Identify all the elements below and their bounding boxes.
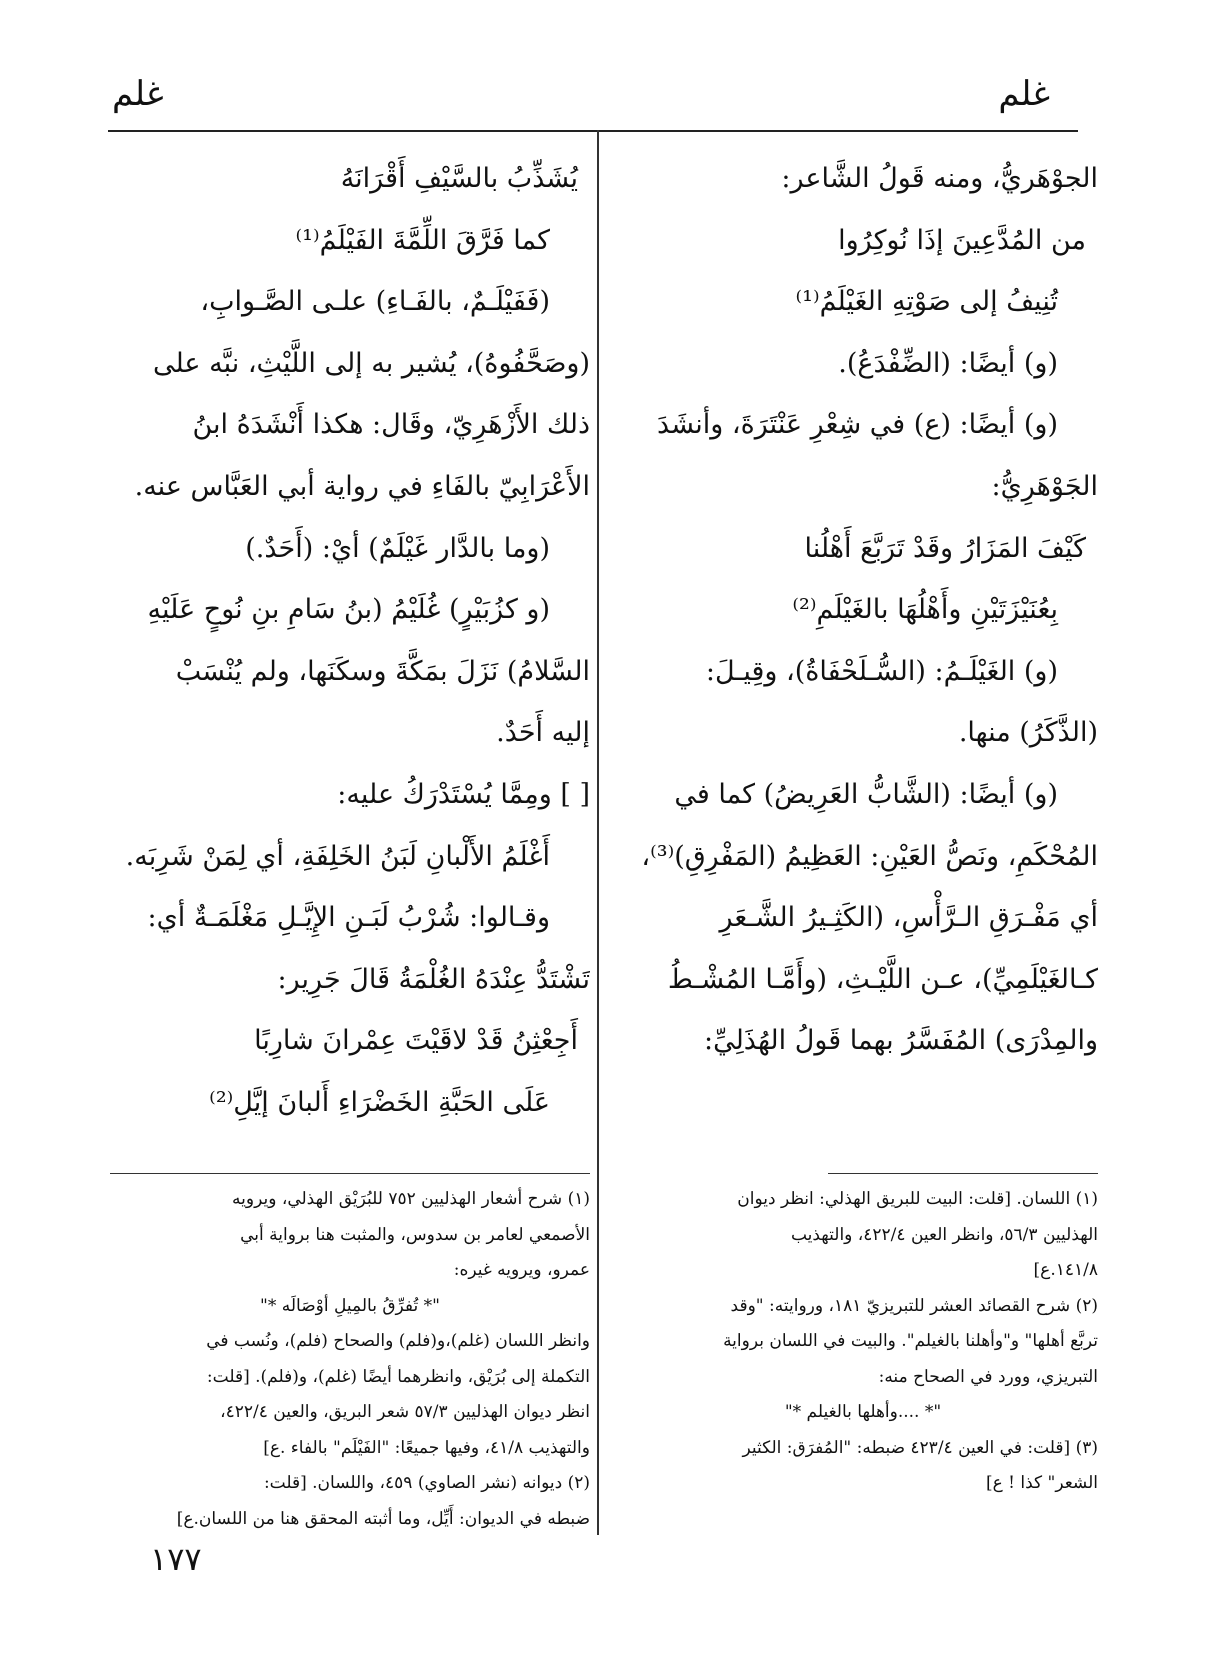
- text-line: من المُدَّعِينَ إذَا نُوكِرُوا: [838, 224, 1086, 256]
- left-column: [110, 148, 590, 1134]
- text-line: (وصَحَّفُوهُ)، يُشير به إلى اللَّيْثِ، نبَّه على: [152, 347, 590, 379]
- text-line: كَيْفَ المَزَارُ وقَدْ تَرَبَّعَ أَهْلُنا: [804, 532, 1086, 564]
- header-rule: [108, 130, 1078, 132]
- text-line: (الذَّكَرُ) منها.: [958, 717, 1098, 749]
- text-line: ذلك الأَزْهَرِيّ، وقَال: هكذا أَنْشَدَهُ ابنُ: [192, 409, 590, 441]
- footnotes-left: [110, 1182, 590, 1537]
- text-line: (و) أيضًا: (الضِّفْدَعُ).: [838, 347, 1058, 379]
- footnote-line: (١) شرح أشعار الهذليين ٧٥٢ للبُرَيْق الهذلي، ويرويه: [232, 1189, 590, 1209]
- footnote-line: "* ....وأهلها بالغيلم *": [784, 1402, 942, 1422]
- footnote-line: ضبطه في الديوان: أَيِّل، وما أثبته المحقق هنا من اللسان.ع]: [176, 1508, 590, 1529]
- footnote-rule-right: [828, 1173, 1098, 1174]
- footnote-line: التبريزي، وورد في الصحاح منه:: [878, 1366, 1098, 1387]
- text-line: عَلَى الحَبَّةِ الخَضْرَاءِ أَلبانَ إيَّلِ⁽²⁾: [209, 1086, 550, 1118]
- footnotes-right: [628, 1182, 1098, 1502]
- footnote-line: الأصمعي لعامر بن سدوس، والمثبت هنا برواية أبي: [240, 1224, 590, 1245]
- text-line: [ ] ومِمَّا يُسْتَدْرَكُ عليه:: [337, 778, 590, 810]
- footnote-line: "* تُفرِّقُ بالمِيلِ أوْصَالَه *": [260, 1295, 440, 1316]
- right-column: [628, 148, 1098, 1072]
- text-line: السَّلامُ) نَزَلَ بمَكَّةَ وسكَنَها، ولم يُنْسَبْ: [175, 655, 590, 687]
- column-divider: [597, 130, 599, 1535]
- footnote-line: الشعر" كذا ! ع]: [985, 1473, 1098, 1493]
- text-line: المُحْكَمِ، ونَصُّ العَيْنِ: العَظِيمُ (المَفْرِقِ)⁽³⁾،: [641, 840, 1098, 872]
- running-header-left: غلم: [112, 74, 164, 114]
- footnote-line: عمرو، ويرويه غيره:: [453, 1260, 590, 1280]
- text-line: كما فَرَّقَ اللِّمَّةَ الفَيْلَمُ⁽¹⁾: [295, 224, 550, 256]
- footnote-rule-left: [110, 1173, 590, 1174]
- text-line: والمِدْرَى) المُفَسَّرُ بهما قَولُ الهُذَلِيِّ:: [703, 1025, 1098, 1057]
- footnote-line: وانظر اللسان (غلم)،و(فلم) والصحاح (فلم)، ونُسب في: [206, 1331, 590, 1351]
- footnote-line: تربَّع أهلها" و"وأهلنا بالغيلم". والبيت في اللسان برواية: [723, 1331, 1098, 1351]
- footnote-line: (٢) ديوانه (نشر الصاوي) ٤٥٩، واللسان. [قلت:: [263, 1473, 590, 1493]
- text-line: أي مَفْـرَقِ الـرَّأْسِ، (الكَثِـيرُ الشَّـعَرِ: [719, 902, 1098, 934]
- running-header-right: غلم: [998, 74, 1050, 114]
- footnote-line: والتهذيب ٤١/٨، وفيها جميعًا: "الفَيْلَم" بالفاء .ع]: [263, 1437, 590, 1458]
- text-line: بِعُنَيْزَتَيْنِ وأَهْلُهَا بالغَيْلَمِ⁽²⁾: [792, 594, 1058, 626]
- footnote-line: ١٤١/٨.ع]: [1033, 1260, 1098, 1280]
- text-line: وقـالوا: شُرْبُ لَبَـنِ الإِيَّـلِ مَغْلَمَـةٌ أي:: [147, 902, 550, 934]
- text-line: (و كزُبَيْرٍ) غُلَيْمُ (بنُ سَامِ بنِ نُوحٍ عَلَيْهِ: [147, 594, 550, 626]
- text-line: الجَوْهَرِيُّ:: [991, 470, 1098, 502]
- footnote-line: (٢) شرح القصائد العشر للتبريزيّ ١٨١، وروايته: "وقد: [730, 1295, 1098, 1316]
- text-line: تَشْتَدُّ عِنْدَهُ الغُلْمَةُ قَالَ جَرِير:: [277, 963, 590, 995]
- text-line: الجوْهَريُّ، ومنه قَولُ الشَّاعر:: [781, 163, 1098, 194]
- text-line: (و) أيضًا: (ع) في شِعْرِ عَنْتَرَةَ، وأنشَدَ: [657, 409, 1058, 441]
- footnote-line: الهذليين ٥٦/٣، وانظر العين ٤٢٢/٤، والتهذيب: [790, 1224, 1098, 1245]
- text-line: كـالغَيْلَمِيِّ)، عـن اللَّيْـثِ، (وأَمَّـا المُشْـطُ: [667, 963, 1098, 995]
- text-line: يُشَذِّبُ بالسَّيْفِ أَقْرَانَهُ: [340, 163, 578, 194]
- text-line: تُنِيفُ إلى صَوْتِهِ الغَيْلَمُ⁽¹⁾: [795, 286, 1058, 318]
- text-line: (و) الغَيْلَـمُ: (السُّـلَحْفَاةُ)، وقِيـلَ:: [705, 655, 1058, 687]
- page-number: ١٧٧: [150, 1540, 202, 1578]
- text-line: (فَفَيْلَـمٌ، بالفَـاءِ) علـى الصَّـوابِ،: [200, 286, 550, 318]
- footnote-line: التكملة إلى بُرَيْق، وانظرهما أيضًا (غلم)، و(فلم). [قلت:: [206, 1366, 590, 1387]
- footnote-line: (١) اللسان. [قلت: البيت للبريق الهذلي: انظر ديوان: [737, 1189, 1098, 1209]
- text-line: أَجِعْثِنُ قَدْ لاقَيْتَ عِمْرانَ شارِبًا: [254, 1025, 578, 1057]
- text-line: الأَعْرَابِيّ بالفَاءِ في رواية أبي العَبَّاس عنه.: [134, 470, 590, 502]
- text-line: أَغْلَمُ الأَلْبانِ لَبَنُ الخَلِفَةِ، أي لِمَنْ شَرِبَه.: [125, 840, 550, 872]
- footnote-line: انظر ديوان الهذليين ٥٧/٣ شعر البريق، والعين ٤٢٢/٤،: [220, 1402, 590, 1422]
- text-line: (و) أيضًا: (الشَّابُّ العَرِيضُ) كما في: [674, 778, 1058, 810]
- text-line: إليه أَحَدٌ.: [496, 717, 590, 749]
- footnote-line: (٣) [قلت: في العين ٤٢٣/٤ ضبطه: "المُفرَق: الكثير: [742, 1437, 1098, 1458]
- text-line: (وما بالدَّار غَيْلَمٌ) أيْ: (أَحَدٌ.): [245, 532, 550, 564]
